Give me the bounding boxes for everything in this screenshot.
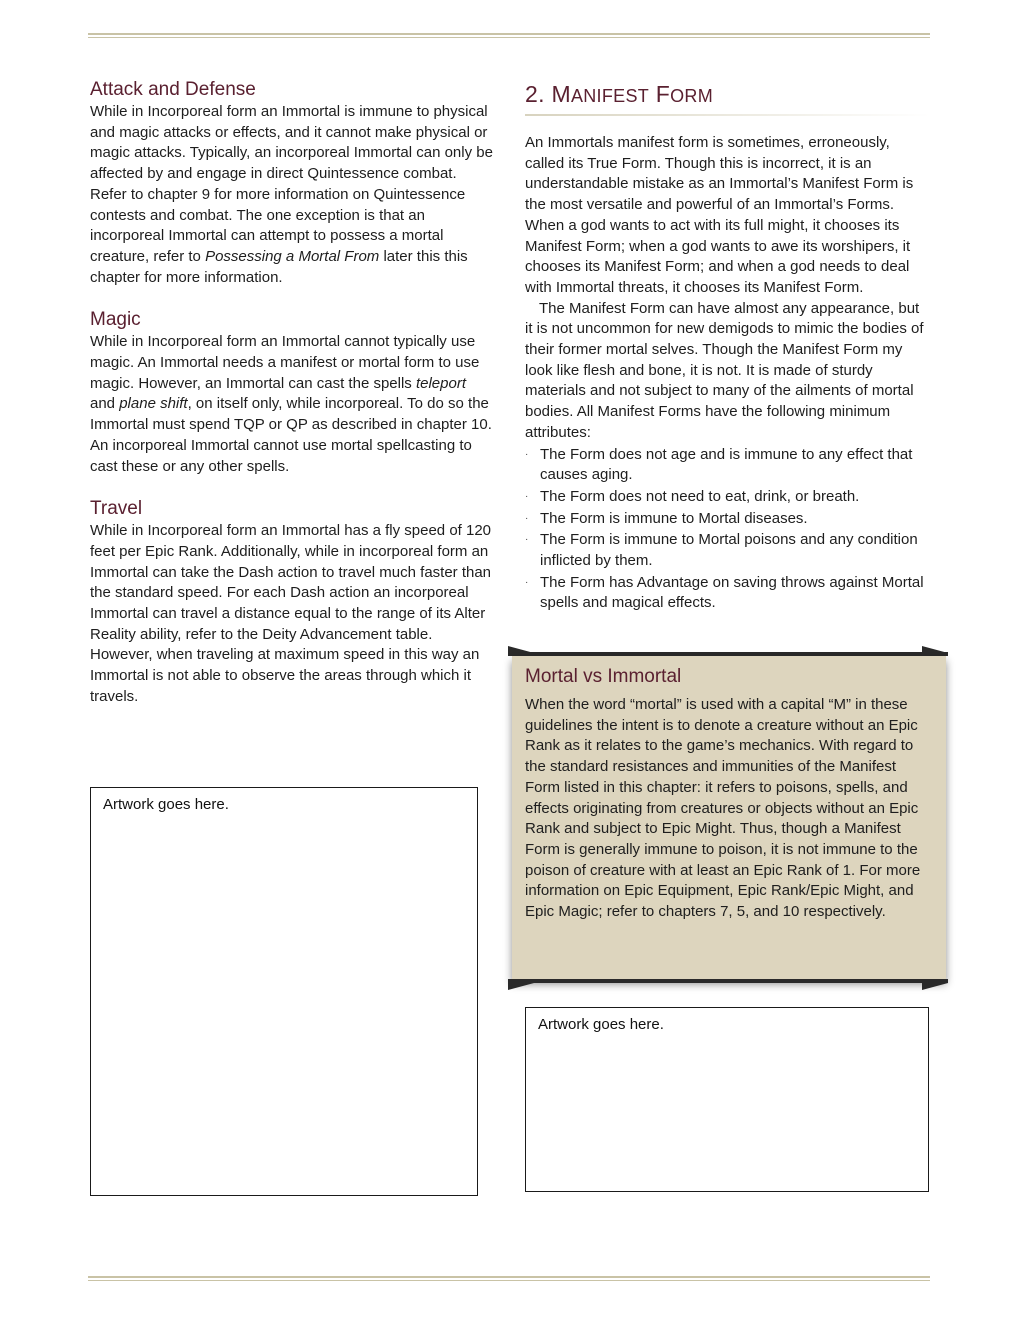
list-item: · The Form does not need to eat, drink, or breath. [525, 487, 930, 508]
mortal-vs-immortal-sidebar [512, 656, 946, 979]
list-item: · The Form is immune to Mortal poisons and any condition inflicted by them. [525, 531, 918, 570]
bottom-rule [88, 1276, 930, 1281]
sidebar-corner-bl [508, 983, 534, 990]
manifest-form-para-2: The Manifest Form can have almost any appearance, but it is not uncommon for new demigods to mimic the bodies of their former mortal selves. Though the Manifest Form my look like flesh and bone, it is not. It is made of sturdy materials and not subject to many of the ailments of mortal bodies. All Manifest Forms have the following minimum attributes: [525, 299, 924, 441]
bullet-icon: · [525, 448, 529, 460]
attributes-list [525, 445, 930, 615]
manifest-form-para-1: An Immortals manifest form is sometimes, erroneously, called its True Form. Though this is incorrect, it is an understandable mistake as an Immortal’s Manifest Form is the most versatile and powerful of an Immortal’s Forms. When a god wants to act with its full might, it chooses its Manifest Form; when a god wants to awe its worshipers, it chooses its Manifest Form; and when a god needs to deal with Immortal threats, it chooses its Manifest Form. [525, 134, 914, 296]
sidebar-corner-tl [508, 646, 534, 653]
travel-text: While in Incorporeal form an Immortal has a fly speed of 120 feet per Epic Rank. Additionally, while in incorporeal form an Immortal can take the Dash action to travel much faster than the standard speed. For each Dash action an incorporeal Immortal can travel a distance equal to the range of its Alter Reality ability, refer to the Deity Advancement table. However, when traveling at maximum speed in this way an Immortal is not able to observe the areas through which it travels. [90, 522, 492, 705]
travel-heading: Travel [90, 498, 143, 520]
magic-heading: Magic [90, 309, 141, 331]
sidebar-corner-br [922, 983, 948, 990]
sidebar-text: When the word “mortal” is used with a capital “M” in these guidelines the intent is to denote a creature without an Epic Rank as it relates to the game’s mechanics. With regard to the standard resistances and immunities of the Manifest Form listed in this chapter: it refers to poisons, spells, and effects originating from creatures or objects without an Epic Rank and subject to Epic Might. Thus, though a Manifest Form is generally immune to poison, it is not immune to the poison of creature with at least an Epic Rank of 1. For more information on Epic Equipment, Epic Rank/Epic Might, and Epic Magic; refer to chapters 7, 5, and 10 respectively. [525, 696, 921, 921]
magic-text: While in Incorporeal form an Immortal cannot typically use magic. An Immortal needs a manifest or mortal form to use magic. However, an Immortal can cast the spells teleport and plane shift, on itself only, while incorporeal. To do so the Immortal must spend TQP or QP as described in chapter 10. An incorporeal Immortal cannot use mortal spellcasting to cast these or any other spells. [90, 333, 492, 475]
bullet-icon: · [525, 490, 529, 502]
bullet-icon: · [525, 534, 529, 546]
list-item: · The Form does not age and is immune to any effect that causes aging. [525, 445, 913, 484]
manifest-form-heading: 2. MANIFEST FORM [525, 81, 713, 107]
heading-underline [525, 114, 930, 116]
artwork-placeholder-label: Artwork goes here. [103, 796, 229, 813]
sidebar-heading: Mortal vs Immortal [525, 666, 682, 687]
bullet-icon: · [525, 512, 529, 524]
artwork-placeholder-label: Artwork goes here. [538, 1016, 664, 1033]
sidebar-bottom-bar [508, 979, 948, 983]
sidebar-corner-tr [922, 646, 948, 653]
list-item: · The Form is immune to Mortal diseases. [525, 509, 930, 530]
bullet-icon: · [525, 576, 529, 588]
attack-defense-text: While in Incorporeal form an Immortal is immune to physical and magic attacks or effects, and it cannot make physical or magic attacks. Typically, an incorporeal Immortal can only be affected by and engage in direct Quintessence combat. Refer to chapter 9 for more information on Quintessence contests and combat. The one exception is that an incorporeal Immortal can attempt to possess a mortal creature, refer to Possessing a Mortal From later this this chapter for more information. [90, 103, 493, 286]
left-column [90, 78, 495, 708]
top-rule [88, 33, 930, 38]
artwork-placeholder-left [90, 787, 478, 1196]
attack-defense-heading: Attack and Defense [90, 79, 256, 100]
artwork-placeholder-right [525, 1007, 929, 1192]
right-column [525, 78, 930, 614]
list-item: · The Form has Advantage on saving throws against Mortal spells and magical effects. [525, 573, 924, 612]
